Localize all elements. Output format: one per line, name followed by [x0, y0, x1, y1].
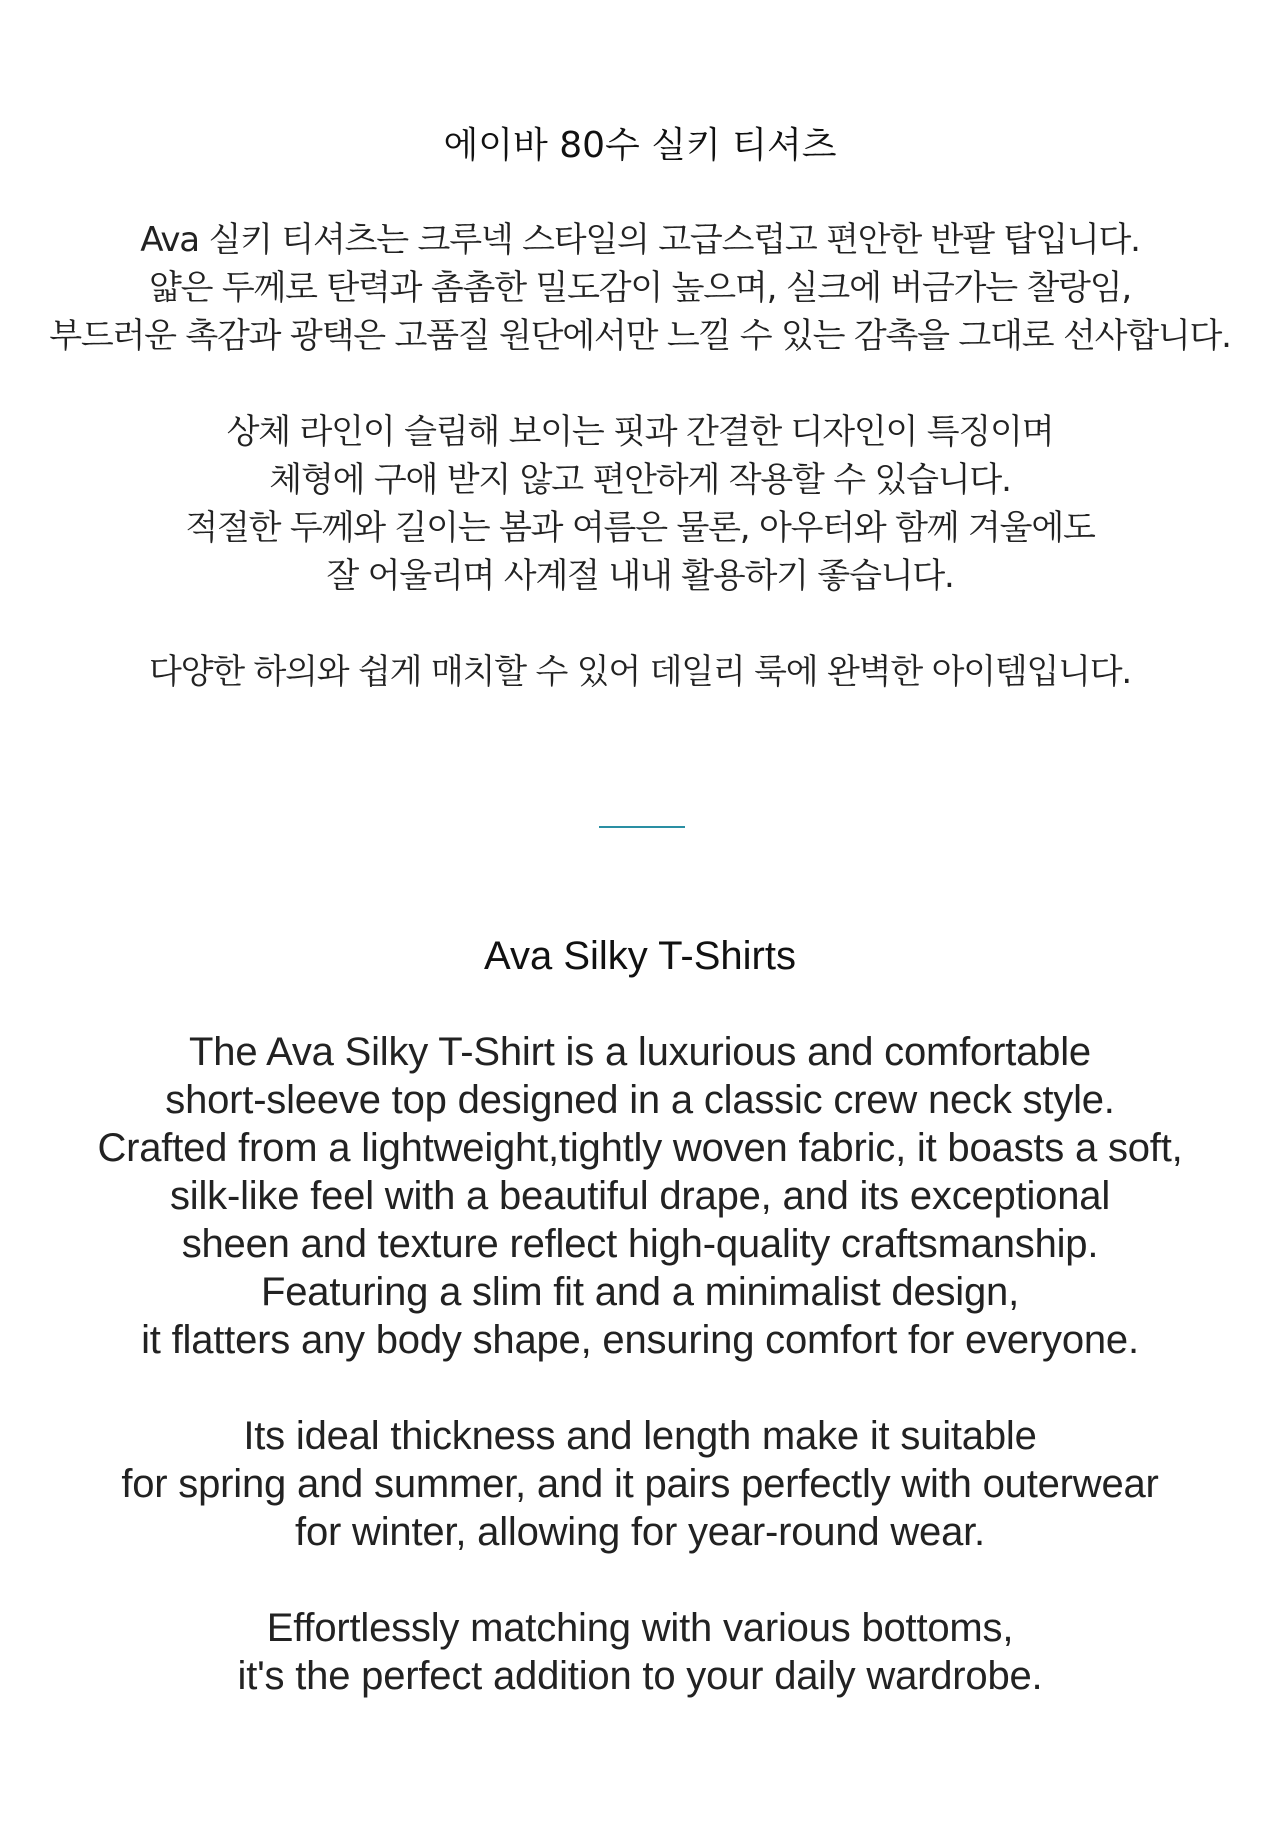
- english-paragraph-styling: Effortlessly matching with various bottoms, it's the perfect addition to your daily wardrobe.: [237, 1606, 1043, 1698]
- english-description: [0, 930, 1280, 1700]
- korean-paragraph-intro: Ava 실키 티셔츠는 크루넥 스타일의 고급스럽고 편안한 반팔 탑입니다. 얇은 두께로 탄력과 촘촘한 밀도감이 높으며, 실크에 버금가는 찰랑임, 부드러운 촉감과 광택은 고품질 원단에서만 느낄 수 있는 감촉을 그대로 선사합니다.: [49, 220, 1231, 356]
- english-title: Ava Silky T-Shirts: [484, 934, 796, 978]
- korean-paragraph-fit: 상체 라인이 슬림해 보이는 핏과 간결한 디자인이 특징이며 체형에 구애 받지 않고 편안하게 작용할 수 있습니다. 적절한 두께와 길이는 봄과 여름은 물론, 아우터와 함께 겨울에도 잘 어울리며 사계절 내내 활용하기 좋습니다.: [185, 412, 1095, 596]
- english-paragraph-intro: The Ava Silky T-Shirt is a luxurious and comfortable short-sleeve top designed in a classic crew neck style. Crafted from a lightweight,tightly woven fabric, it boasts a soft, silk-like feel with a beautiful drape, and its exceptional sheen and texture reflect high-quality craftsmanship. Featuring a slim fit and a minimalist design, it flatters any body shape, ensuring comfort for everyone.: [97, 1030, 1183, 1362]
- section-divider: [599, 826, 685, 828]
- korean-paragraph-styling: 다양한 하의와 쉽게 매치할 수 있어 데일리 룩에 완벽한 아이템입니다.: [148, 652, 1132, 692]
- korean-description: [0, 122, 1280, 696]
- english-paragraph-seasons: Its ideal thickness and length make it suitable for spring and summer, and it pairs perfectly with outerwear for winter, allowing for year-round wear.: [121, 1414, 1159, 1554]
- korean-title: 에이바 80수 실키 티셔츠: [443, 125, 837, 166]
